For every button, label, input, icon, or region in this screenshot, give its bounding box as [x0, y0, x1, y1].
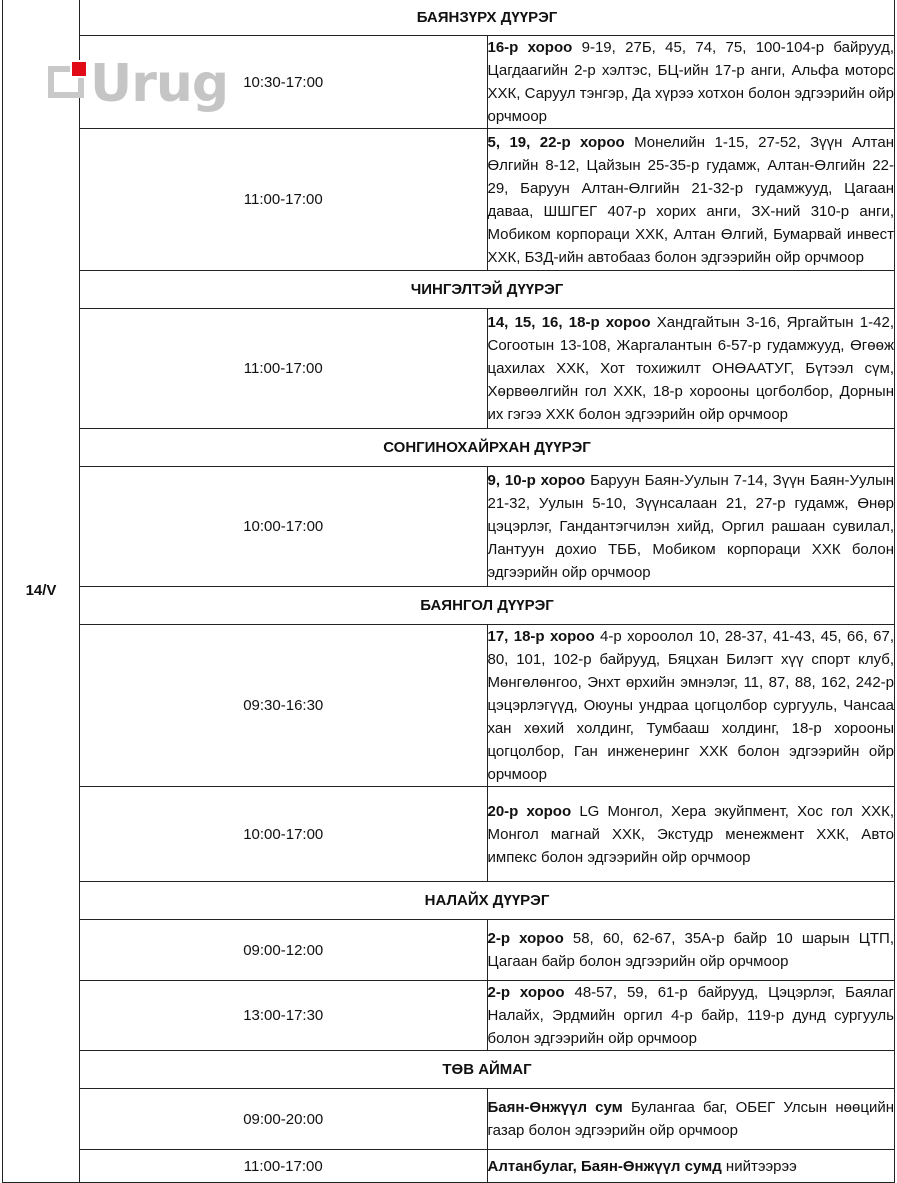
- schedule-row: [3, 1089, 895, 1150]
- time-cell: 09:30-16:30: [80, 625, 488, 787]
- schedule-row: [3, 625, 895, 787]
- date-cell: 14/V: [3, 0, 80, 1183]
- district-heading: БАЯНГОЛ ДҮҮРЭГ: [80, 587, 895, 625]
- area-description: [487, 309, 895, 429]
- area-description: [487, 129, 895, 271]
- time-cell: 11:00-17:00: [80, 1150, 488, 1183]
- area-description: [487, 625, 895, 787]
- khoroo-label: 2-р хороо: [487, 930, 564, 947]
- khoroo-label: 14, 15, 16, 18-р хороо: [487, 314, 651, 331]
- area-text: нийтээрээ: [725, 1157, 797, 1175]
- schedule-row: [3, 920, 895, 981]
- district-row: [3, 882, 895, 920]
- time-cell: 09:00-12:00: [80, 920, 488, 981]
- area-text: 48-57, 59, 61-р байрууд, Цэцэрлэг, Баялаг Налайх, Эрдмийн оргил 4-р байр, 119-р дунд сургууль болон эдгээрийн ойр орчмоор: [487, 984, 894, 1047]
- area-description: [487, 467, 895, 587]
- district-row: [3, 271, 895, 309]
- time-cell: 11:00-17:00: [80, 309, 488, 429]
- area-text: Монелийн 1-15, 27-52, Зүүн Алтан Өлгийн 8-12, Цайзын 25-35-р гудамж, Алтан-Өлгийн 22-29, Баруун Алтан-Өлгийн 21-32-р гудамжууд, Цагаан даваа, ШШГЕГ 407-р хорих анги, ЗХ-ний 310-р анги, Мобиком корпораци ХХК, Алтан Өлгий, Бумарвай инвест ХХК, БЗД-ийн автобааз болон эдгээрийн ойр орчмоор: [487, 133, 894, 266]
- khoroo-label: Алтанбулаг, Баян-Өнжүүл сумд: [487, 1157, 722, 1175]
- area-text: Булангаа баг, ОБЕГ Улсын нөөцийн газар болон эдгээрийн ойр орчмоор: [487, 1099, 894, 1139]
- district-row: [3, 587, 895, 625]
- khoroo-label: 2-р хороо: [487, 984, 565, 1001]
- time-cell: 10:30-17:00: [80, 36, 488, 129]
- khoroo-label: Баян-Өнжүүл сум: [487, 1099, 623, 1116]
- district-row: [3, 429, 895, 467]
- khoroo-label: 20-р хороо: [487, 802, 572, 820]
- schedule-row: [3, 36, 895, 129]
- time-cell: 13:00-17:30: [80, 981, 488, 1051]
- schedule-row: [3, 467, 895, 587]
- district-heading: ТӨВ АЙМАГ: [80, 1051, 895, 1089]
- area-description: [487, 1089, 895, 1150]
- district-row: [3, 0, 895, 36]
- district-heading: БАЯНЗҮРХ ДҮҮРЭГ: [80, 0, 895, 36]
- outage-schedule-table: [2, 0, 895, 1183]
- area-description: [487, 1150, 895, 1183]
- district-heading: НАЛАЙХ ДҮҮРЭГ: [80, 882, 895, 920]
- area-description: [487, 981, 895, 1051]
- area-text: 9-19, 27Б, 45, 74, 75, 100-104-р байрууд, Цагдаагийн 2-р хэлтэс, БЦ-ийн 17-р анги, Альфа моторс ХХК, Саруул тэнгэр, Да хүрээ хотхон болон эдгээрийн ойр орчмоор: [487, 39, 894, 125]
- schedule-row: [3, 787, 895, 882]
- time-cell: 10:00-17:00: [80, 467, 488, 587]
- area-description: [487, 920, 895, 981]
- time-cell: 09:00-20:00: [80, 1089, 488, 1150]
- district-heading: СОНГИНОХАЙРХАН ДҮҮРЭГ: [80, 429, 895, 467]
- khoroo-label: 16-р хороо: [487, 39, 573, 56]
- schedule-body: [3, 0, 895, 1183]
- area-text: Хандгайтын 3-16, Яргайтын 1-42, Согоотын 13-108, Жаргалантын 6-57-р гудамжууд, Өгөөж цахилах ХХК, Хот тохижилт ОНӨААТУГ, Бүтээл сүм, Хөрвөөлгийн гол ХХК, 18-р хорооны цогболбор, Дорнын их гэгээ ХХК болон эдгээрийн ойр орчмоор: [487, 314, 894, 423]
- area-description: [487, 36, 895, 129]
- khoroo-label: 5, 19, 22-р хороо: [487, 133, 625, 151]
- schedule-row: [3, 309, 895, 429]
- time-cell: 10:00-17:00: [80, 787, 488, 882]
- area-text: Баруун Баян-Уулын 7-14, Зүүн Баян-Уулын 21-32, Уулын 5-10, Зүүнсалаан 21, 27-р гудамж, Өнөр цэцэрлэг, Гандантэгчилэн хийд, Оргил рашаан сувилал, Лантуун дохио ТББ, Мобиком корпораци ХХК болон эдгээрийн ойр орчмоор: [487, 472, 895, 581]
- khoroo-label: 9, 10-р хороо: [487, 472, 586, 489]
- area-description: [487, 787, 895, 882]
- schedule-row: [3, 129, 895, 271]
- khoroo-label: 17, 18-р хороо: [487, 628, 595, 645]
- area-text: 4-р хороолол 10, 28-37, 41-43, 45, 66, 67, 80, 101, 102-р байрууд, Бяцхан Билэгт хүү спорт клуб, Мөнгөлөнгоо, Энхт өрхийн эмнэлэг, 11, 87, 88, 162, 242-р цэцэрлэгүүд, Оюуны ундраа цогцолбор сургууль, Чансаа хан хөхий холдинг, Тумбааш холдинг, 18-р хорооны цогцолбор, Ган инженеринг ХХК болон эдгээрийн ойр орчмоор: [487, 628, 894, 783]
- district-heading: ЧИНГЭЛТЭЙ ДҮҮРЭГ: [80, 271, 895, 309]
- schedule-row: [3, 1150, 895, 1183]
- area-text: LG Монгол, Хера экуйпмент, Хос гол ХХК, Монгол магнай ХХК, Экстудр менежмент ХХК, Авто импекс болон эдгээрийн ойр орчмоор: [487, 802, 894, 866]
- schedule-row: [3, 981, 895, 1051]
- area-text: 58, 60, 62-67, 35А-р байр 10 шарын ЦТП, Цагаан байр болон эдгээрийн ойр орчмоор: [487, 930, 894, 970]
- time-cell: 11:00-17:00: [80, 129, 488, 271]
- logo-text: Urug: [90, 54, 229, 114]
- district-row: [3, 1051, 895, 1089]
